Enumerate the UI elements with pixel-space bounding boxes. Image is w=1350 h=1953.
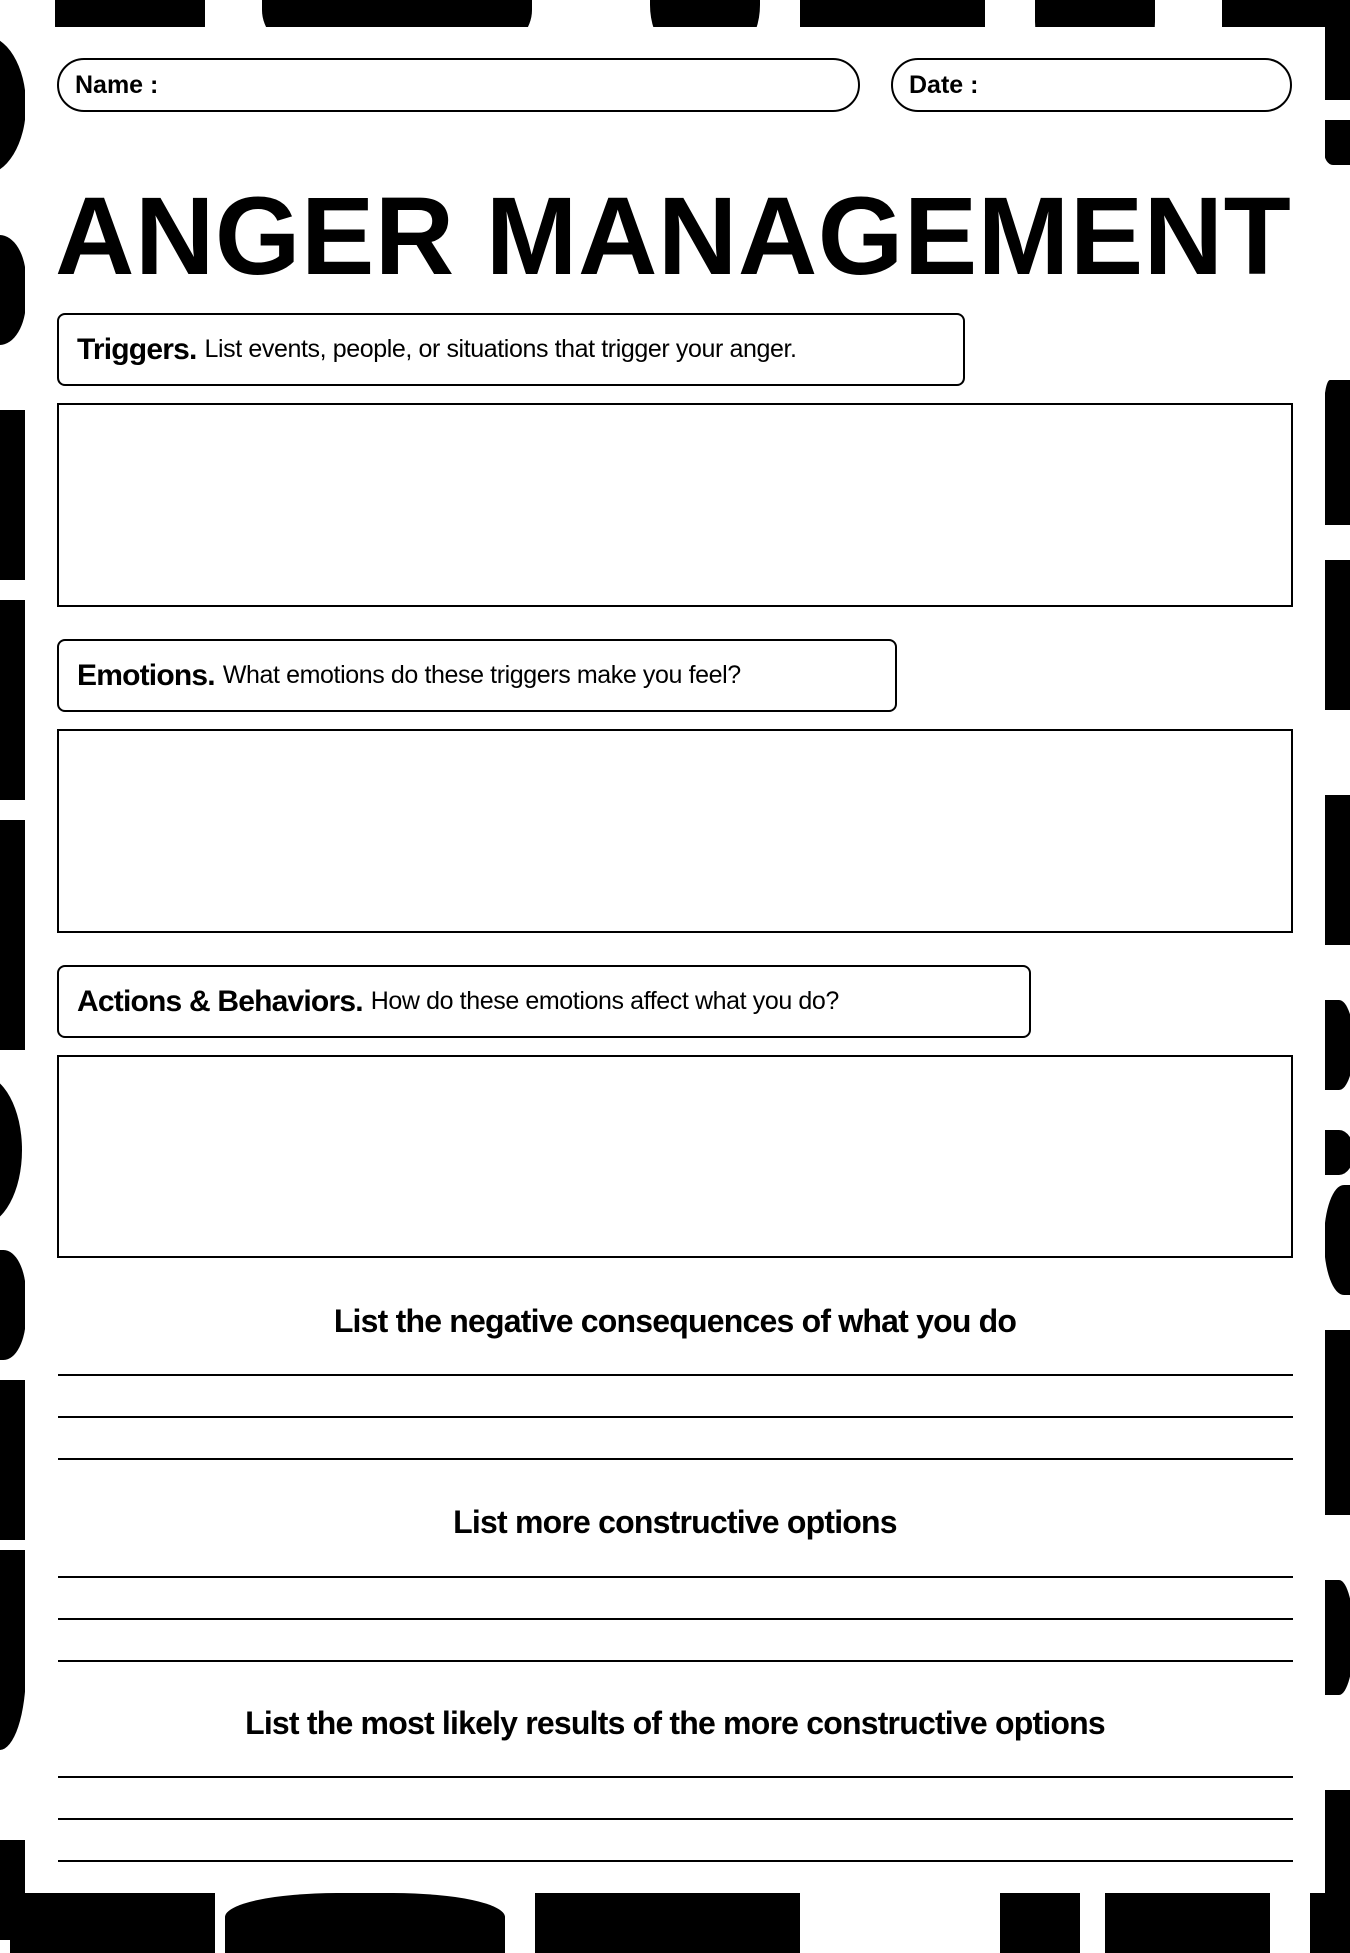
likely-results-line[interactable] <box>58 1776 1293 1778</box>
triggers-description: List events, people, or situations that trigger your anger. <box>204 335 797 363</box>
constructive-options-line[interactable] <box>58 1660 1293 1662</box>
decorative-blob <box>10 1893 215 1953</box>
negative-consequences-line[interactable] <box>58 1374 1293 1376</box>
actions-prompt <box>57 965 1031 1038</box>
negative-consequences-heading: List the negative consequences of what you do <box>333 1303 1017 1339</box>
decorative-blob <box>225 1893 505 1953</box>
name-label: Name : <box>75 70 159 99</box>
emotions-prompt <box>57 639 897 712</box>
decorative-blob <box>1310 1893 1350 1953</box>
decorative-blob <box>1324 1330 1350 1515</box>
decorative-blob <box>1000 1893 1080 1953</box>
negative-consequences-line[interactable] <box>58 1458 1293 1460</box>
date-label: Date : <box>909 70 979 99</box>
decorative-blob <box>1324 1000 1350 1090</box>
emotions-answer-box[interactable] <box>57 729 1293 933</box>
decorative-blob <box>1105 1893 1270 1953</box>
decorative-blob <box>1324 1580 1350 1695</box>
decorative-blob <box>535 1893 800 1953</box>
decorative-blob <box>1324 1130 1350 1175</box>
actions-description: How do these emotions affect what you do? <box>370 987 839 1015</box>
constructive-options-line[interactable] <box>58 1618 1293 1620</box>
likely-results-line[interactable] <box>58 1860 1293 1862</box>
decorative-blob <box>0 600 26 800</box>
page-title: ANGER MANAGEMENT <box>55 175 1292 298</box>
decorative-blob <box>1324 560 1350 710</box>
actions-answer-box[interactable] <box>57 1055 1293 1258</box>
triggers-title: Triggers. <box>77 332 197 366</box>
constructive-options-heading: List more constructive options <box>453 1504 897 1540</box>
likely-results-heading: List the most likely results of the more constructive options <box>245 1705 1105 1741</box>
triggers-answer-box[interactable] <box>57 403 1293 607</box>
decorative-blob <box>0 1380 26 1540</box>
negative-consequences-line[interactable] <box>58 1416 1293 1418</box>
emotions-title: Emotions. <box>77 658 215 692</box>
date-field[interactable] <box>891 58 1292 112</box>
decorative-blob <box>0 1550 26 1750</box>
likely-results-line[interactable] <box>58 1818 1293 1820</box>
decorative-blob <box>1324 30 1350 55</box>
decorative-blob <box>0 410 26 580</box>
decorative-blob <box>0 1250 26 1360</box>
decorative-blob <box>1324 380 1350 525</box>
emotions-description: What emotions do these triggers make you feel? <box>222 661 741 689</box>
triggers-prompt <box>57 313 965 386</box>
actions-title: Actions & Behaviors. <box>77 984 363 1018</box>
constructive-options-line[interactable] <box>58 1576 1293 1578</box>
decorative-blob <box>0 820 26 1050</box>
decorative-blob <box>1324 1185 1350 1295</box>
decorative-blob <box>0 35 26 175</box>
decorative-blob <box>1324 120 1350 165</box>
worksheet-page <box>25 27 1325 1893</box>
decorative-blob <box>1324 795 1350 945</box>
decorative-blob <box>0 1075 22 1225</box>
name-field[interactable] <box>57 58 860 112</box>
decorative-blob <box>0 235 26 345</box>
